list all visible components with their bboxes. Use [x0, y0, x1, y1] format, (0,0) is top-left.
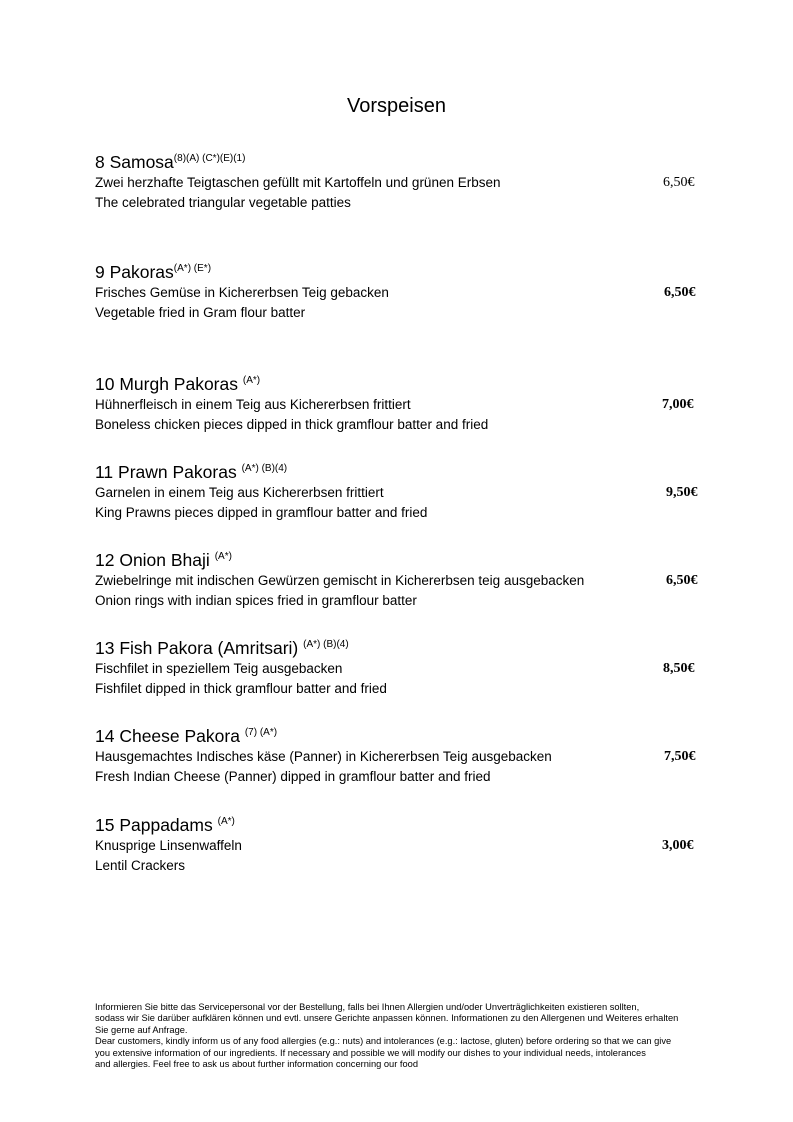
- item-description-de: Garnelen in einem Teig aus Kichererbsen frittiert: [95, 485, 384, 500]
- menu-item-fish-pakora: [95, 634, 700, 699]
- allergy-notice-line: sodass wir Sie darüber aufklären können und evtl. unsere Gerichte anpassen können. Informationen zu den Allergenen und Weiteres erhalten: [95, 1013, 679, 1024]
- item-name: 12 Onion Bhaji: [95, 550, 210, 570]
- menu-item-cheese-pakora: [95, 722, 700, 787]
- item-description-de: Zwiebelringe mit indischen Gewürzen gemischt in Kichererbsen teig ausgebacken: [95, 573, 585, 588]
- allergen-codes: (A*): [214, 551, 232, 562]
- menu-item-samosa: [95, 148, 700, 213]
- item-description-de: Frisches Gemüse in Kichererbsen Teig gebacken: [95, 285, 389, 300]
- item-description-en: Boneless chicken pieces dipped in thick gramflour batter and fried: [95, 417, 489, 432]
- item-name: 14 Cheese Pakora: [95, 726, 240, 746]
- menu-item-prawn-pakoras: [95, 458, 700, 523]
- item-name: 9 Pakoras: [95, 262, 174, 282]
- allergen-codes: (A*) (E*): [173, 263, 212, 274]
- menu-item-pakoras: [95, 258, 700, 323]
- allergy-notice-line: Sie gerne auf Anfrage.: [95, 1024, 188, 1035]
- item-description-en: King Prawns pieces dipped in gramflour batter and fried: [95, 505, 428, 520]
- allergen-codes: (8)(A) (C*)(E)(1): [173, 153, 246, 164]
- item-description-en: Fresh Indian Cheese (Panner) dipped in gramflour batter and fried: [95, 769, 491, 784]
- allergen-codes: (A*): [242, 375, 261, 386]
- item-name: 13 Fish Pakora (Amritsari): [95, 638, 299, 658]
- item-description-de: Hühnerfleisch in einem Teig aus Kichererbsen frittiert: [95, 397, 411, 412]
- item-price: 9,50€: [666, 485, 698, 500]
- item-price: 7,50€: [664, 749, 696, 764]
- item-description-de: Knusprige Linsenwaffeln: [95, 838, 242, 853]
- menu-item-onion-bhaji: [95, 546, 700, 611]
- allergy-notice-line: Dear customers, kindly inform us of any food allergies (e.g.: nuts) and intolerances (e.g.: lactose, gluten) before ordering so that we can give: [95, 1036, 672, 1047]
- allergy-notice-line: you extensive information of our ingredients. If necessary and possible we will modify our dishes to your individual needs, intolerances: [95, 1047, 646, 1058]
- item-description-en: Onion rings with indian spices fried in gramflour batter: [95, 593, 417, 608]
- item-price: 6,50€: [663, 175, 695, 190]
- allergen-codes: (A*) (B)(4): [303, 639, 349, 650]
- page-title: Vorspeisen: [347, 95, 446, 117]
- item-description-en: The celebrated triangular vegetable patties: [95, 195, 351, 210]
- item-description-en: Fishfilet dipped in thick gramflour batter and fried: [95, 681, 387, 696]
- item-price: 7,00€: [662, 397, 694, 412]
- item-price: 3,00€: [662, 838, 694, 853]
- item-name: 8 Samosa: [95, 152, 174, 172]
- item-name: 15 Pappadams: [95, 815, 213, 835]
- menu-item-pappadams: [95, 811, 700, 876]
- item-description-de: Fischfilet in speziellem Teig ausgebacken: [95, 661, 343, 676]
- allergen-codes: (7) (A*): [244, 727, 278, 738]
- allergy-notice-line: Informieren Sie bitte das Servicepersonal vor der Bestellung, falls bei Ihnen Allergien und/oder Unverträglichkeiten existieren sollten,: [95, 1002, 640, 1012]
- item-price: 8,50€: [663, 661, 695, 676]
- allergy-notice-line: and allergies. Feel free to ask us about further information concerning our food: [95, 1059, 418, 1070]
- item-description-en: Vegetable fried in Gram flour batter: [95, 305, 306, 320]
- item-description-de: Zwei herzhafte Teigtaschen gefüllt mit Kartoffeln und grünen Erbsen: [95, 175, 501, 190]
- item-name: 11 Prawn Pakoras: [95, 462, 237, 482]
- item-description-en: Lentil Crackers: [95, 858, 186, 873]
- item-price: 6,50€: [664, 285, 696, 300]
- item-name: 10 Murgh Pakoras: [95, 374, 238, 394]
- allergy-notice: [95, 1002, 705, 1070]
- item-price: 6,50€: [666, 573, 698, 588]
- allergen-codes: (A*) (B)(4): [241, 463, 288, 474]
- menu-item-murgh-pakoras: [95, 370, 700, 435]
- item-description-de: Hausgemachtes Indisches käse (Panner) in Kichererbsen Teig ausgebacken: [95, 749, 552, 764]
- allergen-codes: (A*): [217, 816, 235, 827]
